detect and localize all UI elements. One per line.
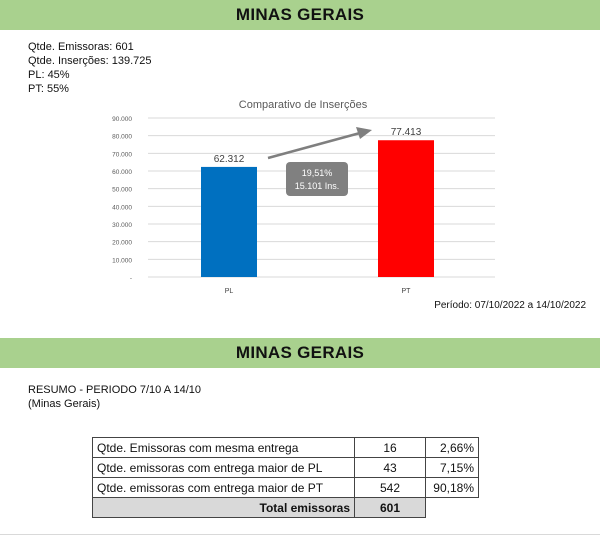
row-count: 43 [355, 458, 426, 478]
row-label: Qtde. emissoras com entrega maior de PL [93, 458, 355, 478]
summary-panel [0, 338, 600, 535]
row-percent: 7,15% [426, 458, 479, 478]
arrow-head [356, 127, 372, 139]
y-tick-label: 50.000 [112, 186, 132, 194]
chart-title: Comparativo de Inserções [238, 99, 368, 111]
stat-pt: PT: 55% [28, 83, 69, 95]
chart-grid [148, 118, 495, 277]
summary-table [92, 437, 479, 518]
row-count: 542 [355, 478, 426, 498]
annotation-percent: 19,51% [301, 168, 333, 178]
total-empty-cell [426, 498, 479, 518]
table-row [93, 478, 479, 498]
stat-pl: PL: 45% [28, 69, 70, 81]
y-tick-label: 40.000 [112, 204, 132, 212]
y-tick-label: 20.000 [112, 239, 132, 247]
y-tick-label: 30.000 [112, 222, 132, 229]
panel-header: MINAS GERAIS [0, 338, 600, 368]
total-value: 601 [355, 498, 426, 518]
value-label: 77.413 [390, 127, 422, 139]
growth-annotation [268, 127, 372, 196]
y-tick-label: 80.000 [112, 133, 132, 141]
period-label: Período: 07/10/2022 a 14/10/2022 [434, 300, 586, 311]
summary-subtitle: (Minas Gerais) [28, 398, 101, 410]
panel-gap [0, 322, 600, 338]
y-tick-label: 70.000 [112, 151, 132, 159]
bar-pt [378, 140, 434, 277]
y-axis-ticks [112, 116, 132, 282]
y-tick-label: 90.000 [112, 116, 132, 123]
panel-header: MINAS GERAIS [0, 0, 600, 30]
x-tick-label: PL [224, 288, 234, 295]
bar-pl [201, 167, 257, 277]
summary-title: RESUMO - PERIODO 7/10 A 14/10 [28, 384, 202, 396]
y-tick-label: 60.000 [112, 169, 132, 176]
summary-caption [28, 383, 201, 411]
row-percent: 2,66% [426, 438, 479, 458]
row-percent: 90,18% [426, 478, 479, 498]
y-tick-label: 10.000 [112, 257, 132, 265]
y-tick-label: - [129, 275, 132, 282]
row-count: 16 [355, 438, 426, 458]
x-axis-labels [225, 288, 411, 295]
table-row [93, 438, 479, 458]
stat-emissoras: Qtde. Emissoras: 601 [28, 41, 134, 53]
annotation-insertions: 15.101 Ins. [294, 181, 340, 191]
growth-arrow [268, 133, 360, 158]
total-label: Total emissoras [93, 498, 355, 518]
x-tick-label: PT [401, 288, 411, 295]
stat-insercoes: Qtde. Inserções: 139.725 [28, 55, 152, 67]
row-label: Qtde. emissoras com entrega maior de PT [93, 478, 355, 498]
row-label: Qtde. Emissoras com mesma entrega [93, 438, 355, 458]
total-row [93, 498, 479, 518]
value-label: 62.312 [213, 153, 245, 165]
table-row [93, 458, 479, 478]
